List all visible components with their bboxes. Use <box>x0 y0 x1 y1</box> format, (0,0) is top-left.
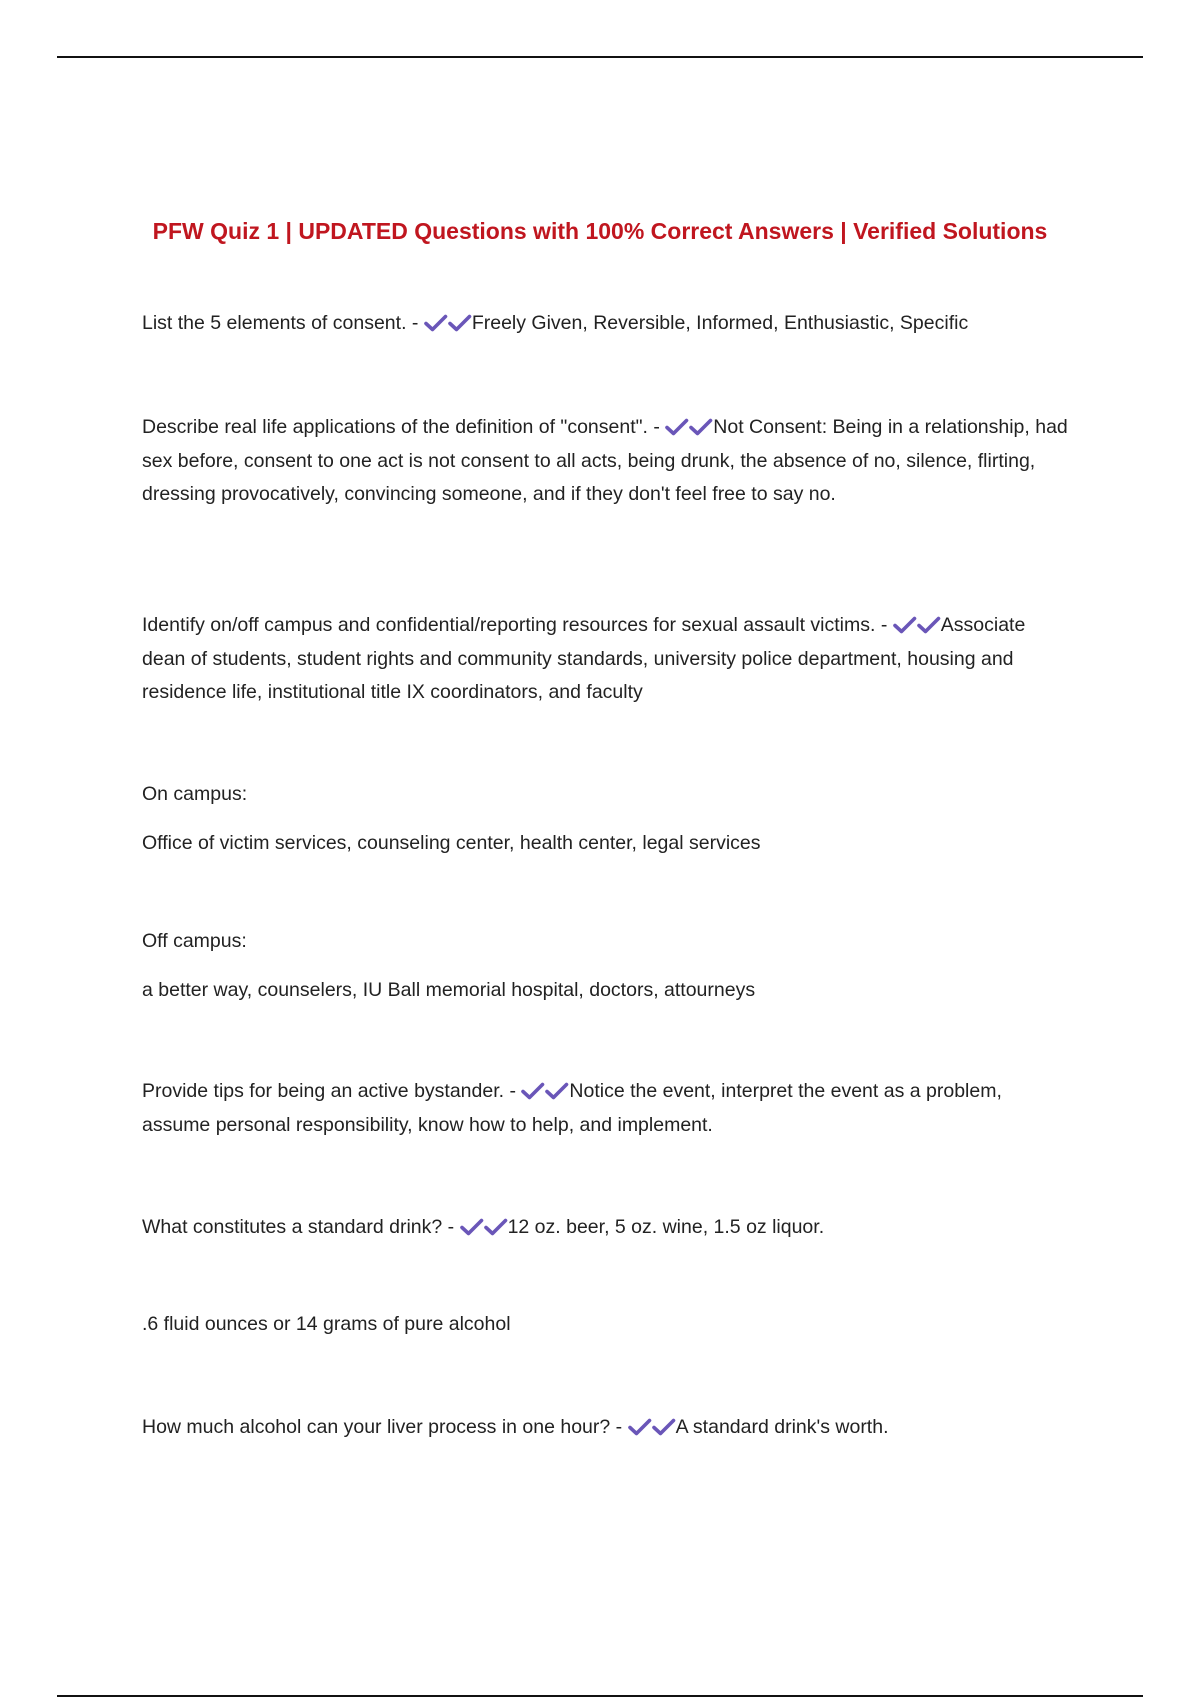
answer-text: Freely Given, Reversible, Informed, Enthusiastic, Specific <box>471 312 969 334</box>
checkmark-icon <box>521 1081 545 1101</box>
checkmark-icon <box>545 1081 569 1101</box>
qa-entry-standard-drink <box>142 1211 1072 1245</box>
on-campus-text: Office of victim services, counseling center, health center, legal services <box>142 832 761 854</box>
checkmark-icon <box>665 417 689 437</box>
off-campus-label: Off campus: <box>142 930 247 952</box>
off-campus-text: a better way, counselers, IU Ball memorial hospital, doctors, attourneys <box>142 979 756 1001</box>
drink-note: .6 fluid ounces or 14 grams of pure alcohol <box>142 1313 511 1335</box>
answer-text: A standard drink's worth. <box>675 1416 889 1438</box>
bottom-rule <box>57 1695 1143 1697</box>
on-campus-label: On campus: <box>142 783 248 805</box>
qa-entry-liver <box>142 1411 1072 1445</box>
answer-text: Not Consent: Being in a relationship, had sex before, consent to one act is not consent to all acts, being drunk, the absence of no, silence, flirting, dressing provocatively, convincing someone, and if they don't feel free to say no. <box>142 416 1068 505</box>
answer-text: Notice the event, interpret the event as a problem, assume personal responsibility, know how to help, and implement. <box>142 1080 1002 1136</box>
checkmark-icon <box>424 313 448 333</box>
question-text: Identify on/off campus and confidential/reporting resources for sexual assault victims. - <box>142 614 888 636</box>
answer-text: 12 oz. beer, 5 oz. wine, 1.5 oz liquor. <box>507 1216 825 1238</box>
qa-entry-consent-elements <box>142 307 1072 341</box>
checkmark-icon <box>448 313 472 333</box>
top-rule <box>57 56 1143 58</box>
check-marks <box>521 1080 569 1102</box>
check-marks <box>665 416 713 438</box>
question-text: Provide tips for being an active bystander. - <box>142 1080 516 1102</box>
answer-text: Associate dean of students, student rights and community standards, university police department, housing and residence life, institutional title IX coordinators, and faculty <box>142 614 1026 703</box>
checkmark-icon <box>460 1217 484 1237</box>
question-text: What constitutes a standard drink? - <box>142 1216 455 1238</box>
check-marks <box>424 312 472 334</box>
check-marks <box>893 614 941 636</box>
question-text: List the 5 elements of consent. - <box>142 312 419 334</box>
checkmark-icon <box>893 615 917 635</box>
check-marks <box>628 1416 676 1438</box>
checkmark-icon <box>917 615 941 635</box>
check-marks <box>460 1216 508 1238</box>
checkmark-icon <box>484 1217 508 1237</box>
qa-entry-consent-applications <box>142 411 1072 512</box>
checkmark-icon <box>652 1417 676 1437</box>
qa-entry-resources <box>142 609 1072 710</box>
qa-entry-bystander <box>142 1075 1072 1142</box>
question-text: Describe real life applications of the definition of "consent". - <box>142 416 660 438</box>
document-title: PFW Quiz 1 | UPDATED Questions with 100% Correct Answers | Verified Solutions <box>152 218 1048 244</box>
checkmark-icon <box>628 1417 652 1437</box>
checkmark-icon <box>689 417 713 437</box>
question-text: How much alcohol can your liver process in one hour? - <box>142 1416 623 1438</box>
